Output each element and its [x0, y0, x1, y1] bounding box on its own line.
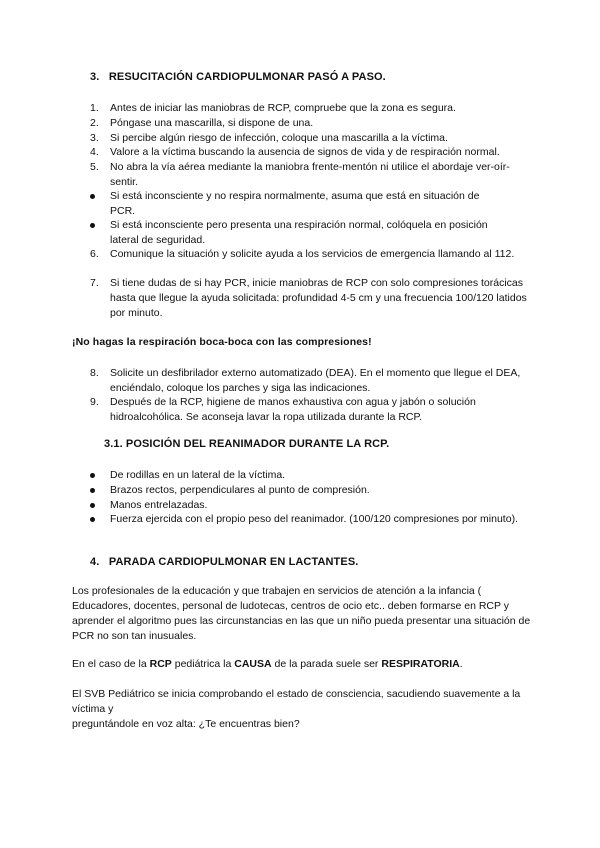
warning-text: ¡No hagas la respiración boca-boca con las compresiones! [72, 336, 372, 348]
list-text: Póngase una mascarilla, si dispone de una. [110, 117, 314, 129]
section-title: PARADA CARDIOPULMONAR EN LACTANTES. [108, 556, 359, 568]
text-run: En el caso de la [72, 658, 150, 670]
list-text: Solicite un desfibrilador externo automatizado (DEA). En el momento que llegue el DEA, enciéndalo, coloque los parches y siga las indicaciones. [110, 367, 521, 394]
list-number: 1. [90, 102, 99, 114]
list-text: Comunique la situación y solicite ayuda a los servicios de emergencia llamando al 112. [110, 248, 515, 260]
list-text: De rodillas en un lateral de la víctima. [110, 469, 286, 481]
section-number: 4. [90, 556, 100, 568]
section-4-heading [90, 556, 358, 568]
bullet-icon [90, 223, 95, 228]
list-number: 8. [90, 367, 99, 379]
list-text: Si está inconsciente y no respira normalmente, asuma que está en situación de PCR. [110, 190, 480, 217]
bold-term: CAUSA [234, 658, 272, 670]
text-run: . [459, 658, 463, 670]
text-run: de la parada suele ser [271, 658, 382, 670]
section-3-1-heading [104, 438, 389, 450]
bullet-icon [90, 473, 95, 478]
section-number: 3.1. [104, 438, 123, 450]
list-text: Si percibe algún riesgo de infección, coloque una mascarilla a la víctima. [110, 132, 448, 144]
paragraph: El SVB Pediátrico se inicia comprobando el estado de consciencia, sacudiendo suavemente a la víctima y [72, 688, 521, 715]
list-number: 4. [90, 146, 99, 158]
bullet-icon [90, 503, 95, 508]
bullet-icon [90, 194, 95, 199]
section-number: 3. [90, 71, 100, 83]
list-number: 3. [90, 132, 99, 144]
section-title: RESUCITACIÓN CARDIOPULMONAR PASÓ A PASO. [108, 71, 386, 83]
section-3-heading [90, 71, 386, 83]
paragraph: Los profesionales de la educación y que trabajen en servicios de atención a la infancia ( Educadores, docentes, personal de ludotecas, centros de ocio etc.. deben formarse en RCP y aprender el algoritmo pues las circunstancias en las que un niño pueda presentar una situación de PCR no son tan inusuales. [72, 585, 531, 642]
list-number: 7. [90, 277, 99, 289]
list-text: No abra la vía aérea mediante la maniobra frente-mentón ni utilice el abordaje ver-oír-sentir. [110, 161, 510, 188]
bold-term: RESPIRATORIA [381, 658, 460, 670]
section-title: POSICIÓN DEL REANIMADOR DURANTE LA RCP. [125, 438, 390, 450]
list-number: 6. [90, 248, 99, 260]
bold-term: RCP [149, 658, 172, 670]
bullet-icon [90, 517, 95, 522]
list-number: 2. [90, 117, 99, 129]
bullet-icon [90, 488, 95, 493]
list-text: Después de la RCP, higiene de manos exhaustiva con agua y jabón o solución hidroalcohólica. Se aconseja lavar la ropa utilizada durante la RCP. [110, 396, 476, 423]
paragraph [72, 657, 532, 672]
paragraph: preguntándole en voz alta: ¿Te encuentras bien? [72, 718, 300, 730]
text-run: pediátrica la [171, 658, 235, 670]
list-text: Antes de iniciar las maniobras de RCP, compruebe que la zona es segura. [110, 102, 456, 114]
list-text: Fuerza ejercida con el propio peso del reanimador. (100/120 compresiones por minuto). [110, 513, 518, 525]
list-number: 9. [90, 396, 99, 408]
list-text: Brazos rectos, perpendiculares al punto de compresión. [110, 484, 370, 496]
list-text: Valore a la víctima buscando la ausencia de signos de vida y de respiración normal. [110, 146, 500, 158]
list-text: Si tiene dudas de si hay PCR, inicie maniobras de RCP con solo compresiones torácicas hasta que llegue la ayuda solicitada: profundidad 4-5 cm y una frecuencia 100/120 latidos por minuto. [110, 277, 527, 319]
list-text: Manos entrelazadas. [110, 499, 208, 511]
list-text: Si está inconsciente pero presenta una respiración normal, colóquela en posición lateral de seguridad. [110, 219, 488, 246]
list-number: 5. [90, 161, 99, 173]
